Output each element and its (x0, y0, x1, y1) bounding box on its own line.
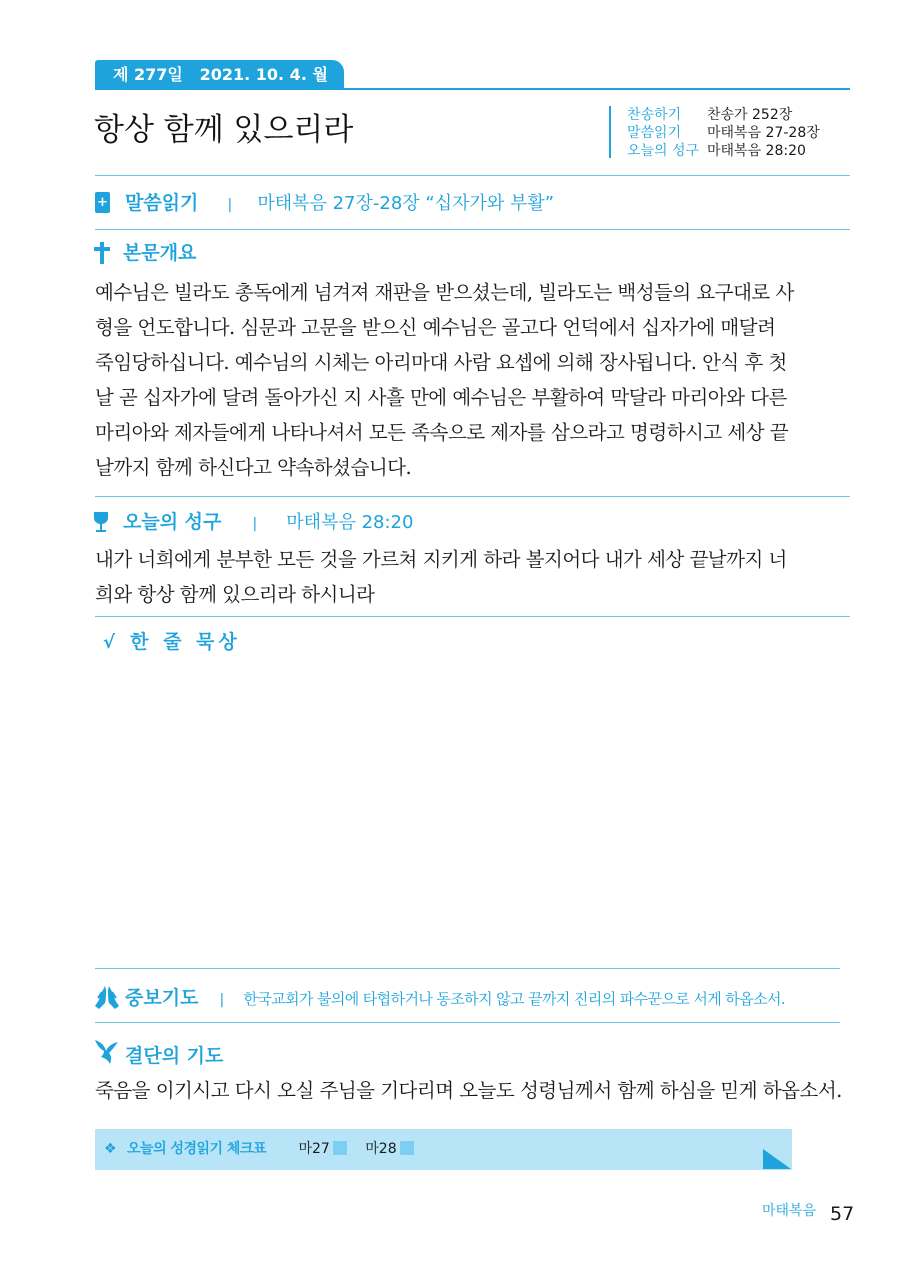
divider (95, 175, 850, 176)
summary-line: 형을 언도합니다. 심문과 고문을 받으신 예수님은 골고다 언덕에서 십자가에 매달려 (95, 316, 776, 339)
summary-label: 본문개요 (123, 242, 197, 264)
diamond-icon: ❖ (104, 1141, 117, 1157)
cross-icon (93, 241, 111, 269)
verse-label: 오늘의 성구 (123, 511, 222, 533)
info-value-reading: 마태복음 27-28장 (707, 125, 820, 141)
checklist-corner (763, 1149, 791, 1169)
reading-heading (125, 189, 554, 217)
date-underline (95, 88, 850, 90)
meditation-heading (103, 628, 241, 657)
decision-text: 죽음을 이기시고 다시 오실 주님을 기다리며 오늘도 성령님께서 함께 하심을 믿게 하옵소서. (95, 1079, 842, 1102)
summary-text (95, 275, 852, 485)
info-value-hymn: 찬송가 252장 (707, 107, 793, 123)
divider (95, 1022, 840, 1023)
reading-separator: | (227, 197, 233, 213)
verse-line: 희와 항상 함께 있으리라 하시니라 (95, 583, 375, 606)
checklist-item-label: 마27 (298, 1141, 330, 1157)
divider (95, 496, 850, 497)
divider (95, 229, 850, 230)
check-icon: √ (103, 632, 116, 653)
checklist-row (104, 1129, 414, 1170)
info-value-verse: 마태복음 28:20 (707, 143, 806, 159)
intercession-row (125, 984, 785, 1012)
verse-heading (123, 508, 413, 536)
summary-line: 마리아와 제자들에게 나타나셔서 모든 족속으로 제자를 삼으라고 명령하시고 세상 끝 (95, 421, 789, 444)
date-tab: 제 277일 2021. 10. 4. 월 (95, 60, 344, 90)
checklist-item[interactable] (298, 1141, 351, 1157)
info-label-hymn: 찬송하기 (627, 107, 682, 123)
divider (95, 968, 840, 969)
summary-line: 예수님은 빌라도 총독에게 넘겨져 재판을 받으셨는데, 빌라도는 백성들의 요구대로 사 (95, 281, 794, 304)
intercession-text: 한국교회가 불의에 타협하거나 동조하지 않고 끝까지 진리의 파수꾼으로 서게 하옵소서. (243, 990, 786, 1008)
info-label-verse: 오늘의 성구 (627, 143, 700, 159)
verse-ref: 마태복음 28:20 (286, 512, 414, 533)
checkbox[interactable] (333, 1141, 347, 1155)
page-title: 항상 함께 있으리라 (94, 112, 354, 148)
intercession-separator: | (219, 992, 225, 1008)
meditation-writing-area[interactable] (95, 655, 840, 955)
verse-line: 내가 너희에게 분부한 모든 것을 가르쳐 지키게 하라 볼지어다 내가 세상 끝날까지 너 (95, 548, 787, 571)
info-label-reading: 말씀읽기 (627, 125, 682, 141)
checklist-item-label: 마28 (365, 1141, 397, 1157)
footer-book: 마태복음 (762, 1203, 817, 1219)
reading-ref: 마태복음 27장-28장 “십자가와 부활” (257, 193, 555, 214)
summary-line: 죽임당하십니다. 예수님의 시체는 아리마대 사람 요셉에 의해 장사됩니다. 안식 후 첫 (95, 351, 787, 374)
intercession-label: 중보기도 (125, 987, 199, 1009)
divider (95, 616, 850, 617)
meditation-label: 한 줄 묵상 (130, 631, 241, 653)
verse-text (95, 542, 852, 612)
dove-icon (93, 1037, 119, 1069)
summary-line: 날 곧 십자가에 달려 돌아가신 지 사흘 만에 예수님은 부활하여 막달라 마리아와 다른 (95, 386, 787, 409)
checklist-item[interactable] (365, 1141, 413, 1157)
verse-separator: | (252, 516, 258, 532)
bible-icon: + (95, 192, 110, 213)
page-number: 57 (830, 1203, 855, 1225)
chalice-icon (93, 510, 109, 538)
reading-label: 말씀읽기 (125, 192, 199, 214)
decision-label: 결단의 기도 (125, 1045, 224, 1067)
info-values (707, 106, 820, 160)
checkbox[interactable] (400, 1141, 414, 1155)
praying-hands-icon (93, 984, 121, 1014)
info-divider (609, 106, 611, 158)
summary-line: 날까지 함께 하신다고 약속하셨습니다. (95, 456, 412, 479)
checklist-label: 오늘의 성경읽기 체크표 (127, 1141, 267, 1157)
info-labels (627, 106, 699, 160)
